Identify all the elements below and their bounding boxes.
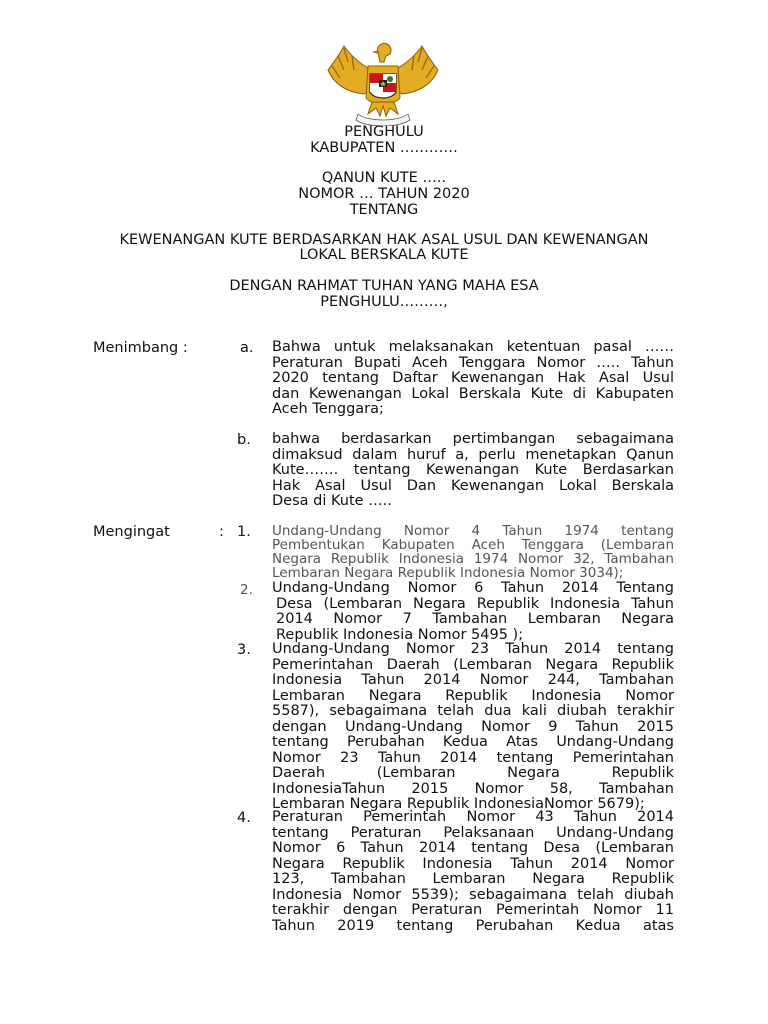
text-line: 2014 Nomor 7 Tambahan Lembaran Negara bbox=[276, 611, 674, 627]
text-line: Peraturan Bupati Aceh Tenggara Nomor ….. Tahun bbox=[272, 354, 674, 371]
text-line: Desa (Lembaran Negara Republik Indonesia Tahun bbox=[276, 595, 674, 612]
mengingat-colon: : bbox=[219, 524, 224, 540]
text-line: Negara Republik Indonesia 1974 Nomor 32, Tambahan bbox=[272, 551, 674, 567]
mengingat-item-3 bbox=[272, 642, 674, 813]
text-line: dimaksud dalam huruf a, perlu menetapkan Qanun bbox=[272, 446, 674, 463]
text-line: dengan Undang-Undang Nomor 9 Tahun 2015 bbox=[272, 718, 674, 735]
menimbang-label: Menimbang : bbox=[93, 340, 188, 356]
text-line: Aceh Tenggara; bbox=[272, 401, 384, 417]
signatory-line: PENGHULU………, bbox=[320, 294, 448, 310]
text-line: Negara Republik Indonesia Tahun 2014 Nomor bbox=[272, 855, 674, 872]
text-line: tentang Peraturan Pelaksanaan Undang-Undang bbox=[272, 824, 674, 841]
text-line: Pemerintahan Daerah (Lembaran Negara Republik bbox=[272, 656, 674, 673]
text-line: Undang-Undang Nomor 4 Tahun 1974 tentang bbox=[272, 523, 674, 539]
text-line: Nomor 23 Tahun 2014 tentang Pemerintahan bbox=[272, 749, 674, 766]
mengingat-item-marker: 1. bbox=[237, 524, 251, 540]
garuda-emblem-icon bbox=[324, 40, 442, 126]
text-line: Undang-Undang Nomor 6 Tahun 2014 Tentang bbox=[272, 580, 674, 596]
text-line: Indonesia Nomor 5539); sebagaimana telah diubah bbox=[272, 886, 674, 903]
text-line: tentang Perubahan Kedua Atas Undang-Undang bbox=[272, 734, 674, 750]
mengingat-item-4 bbox=[272, 810, 674, 934]
text-line: Hak Asal Usul Dan Kewenangan Lokal Berskala bbox=[272, 477, 674, 494]
blessing-line: DENGAN RAHMAT TUHAN YANG MAHA ESA bbox=[229, 278, 539, 294]
tentang-line: TENTANG bbox=[349, 202, 419, 218]
text-line: Peraturan Pemerintah Nomor 43 Tahun 2014 bbox=[272, 809, 674, 825]
text-line: Lembaran Negara Republik Indonesia Nomor bbox=[272, 687, 674, 704]
regency-line: KABUPATEN ………… bbox=[310, 140, 458, 156]
menimbang-item-b bbox=[272, 432, 674, 510]
mengingat-item-1 bbox=[272, 524, 674, 580]
text-line: Bahwa untuk melaksanakan ketentuan pasal …… bbox=[272, 339, 674, 355]
qanun-title: QANUN KUTE ….. bbox=[321, 170, 447, 186]
text-line: Tahun 2019 tentang Perubahan Kedua atas bbox=[272, 917, 674, 934]
text-line: 123, Tambahan Lembaran Negara Republik bbox=[272, 871, 674, 887]
text-line: Nomor 6 Tahun 2014 tentang Desa (Lembaran bbox=[272, 840, 674, 856]
number-year-line: NOMOR … TAHUN 2020 bbox=[298, 186, 470, 202]
menimbang-item-marker: a. bbox=[240, 340, 254, 356]
text-line: Republik Indonesia Nomor 5495 ); bbox=[276, 626, 524, 643]
mengingat-item-marker: 4. bbox=[237, 810, 251, 826]
mengingat-item-marker: 3. bbox=[237, 642, 251, 658]
text-line: Kute……. tentang Kewenangan Kute Berdasarkan bbox=[272, 462, 674, 478]
text-line: dan Kewenangan Lokal Berskala Kute di Kabupaten bbox=[272, 385, 674, 402]
subject-line-1: KEWENANGAN KUTE BERDASARKAN HAK ASAL USUL DAN KEWENANGAN bbox=[119, 232, 649, 248]
menimbang-item-marker: b. bbox=[237, 432, 251, 448]
text-line: bahwa berdasarkan pertimbangan sebagaimana bbox=[272, 431, 674, 447]
menimbang-item-a bbox=[272, 340, 674, 418]
text-line: Pembentukan Kabupaten Aceh Tenggara (Lembaran bbox=[272, 537, 674, 553]
text-line: 5587), sebagaimana telah dua kali diubah terakhir bbox=[272, 703, 674, 719]
issuer-title: PENGHULU bbox=[344, 124, 424, 140]
text-line: Desa di Kute ….. bbox=[272, 493, 392, 509]
text-line: Daerah (Lembaran Negara Republik bbox=[272, 765, 674, 781]
mengingat-item-2 bbox=[272, 581, 674, 643]
subject-line-2: LOKAL BERSKALA KUTE bbox=[299, 247, 469, 263]
text-line: IndonesiaTahun 2015 Nomor 58, Tambahan bbox=[272, 780, 674, 797]
text-line: terakhir dengan Peraturan Pemerintah Nomor 11 bbox=[272, 902, 674, 918]
text-line: Indonesia Tahun 2014 Nomor 244, Tambahan bbox=[272, 672, 674, 688]
text-line: Undang-Undang Nomor 23 Tahun 2014 tentang bbox=[272, 641, 674, 657]
text-line: Lembaran Negara Republik Indonesia Nomor 3034); bbox=[272, 565, 624, 581]
mengingat-label: Mengingat bbox=[93, 524, 170, 540]
mengingat-item-marker: 2. bbox=[240, 582, 253, 598]
text-line: 2020 tentang Daftar Kewenangan Hak Asal Usul bbox=[272, 370, 674, 386]
text-line: Lembaran Negara Republik IndonesiaNomor 5679); bbox=[272, 796, 645, 812]
